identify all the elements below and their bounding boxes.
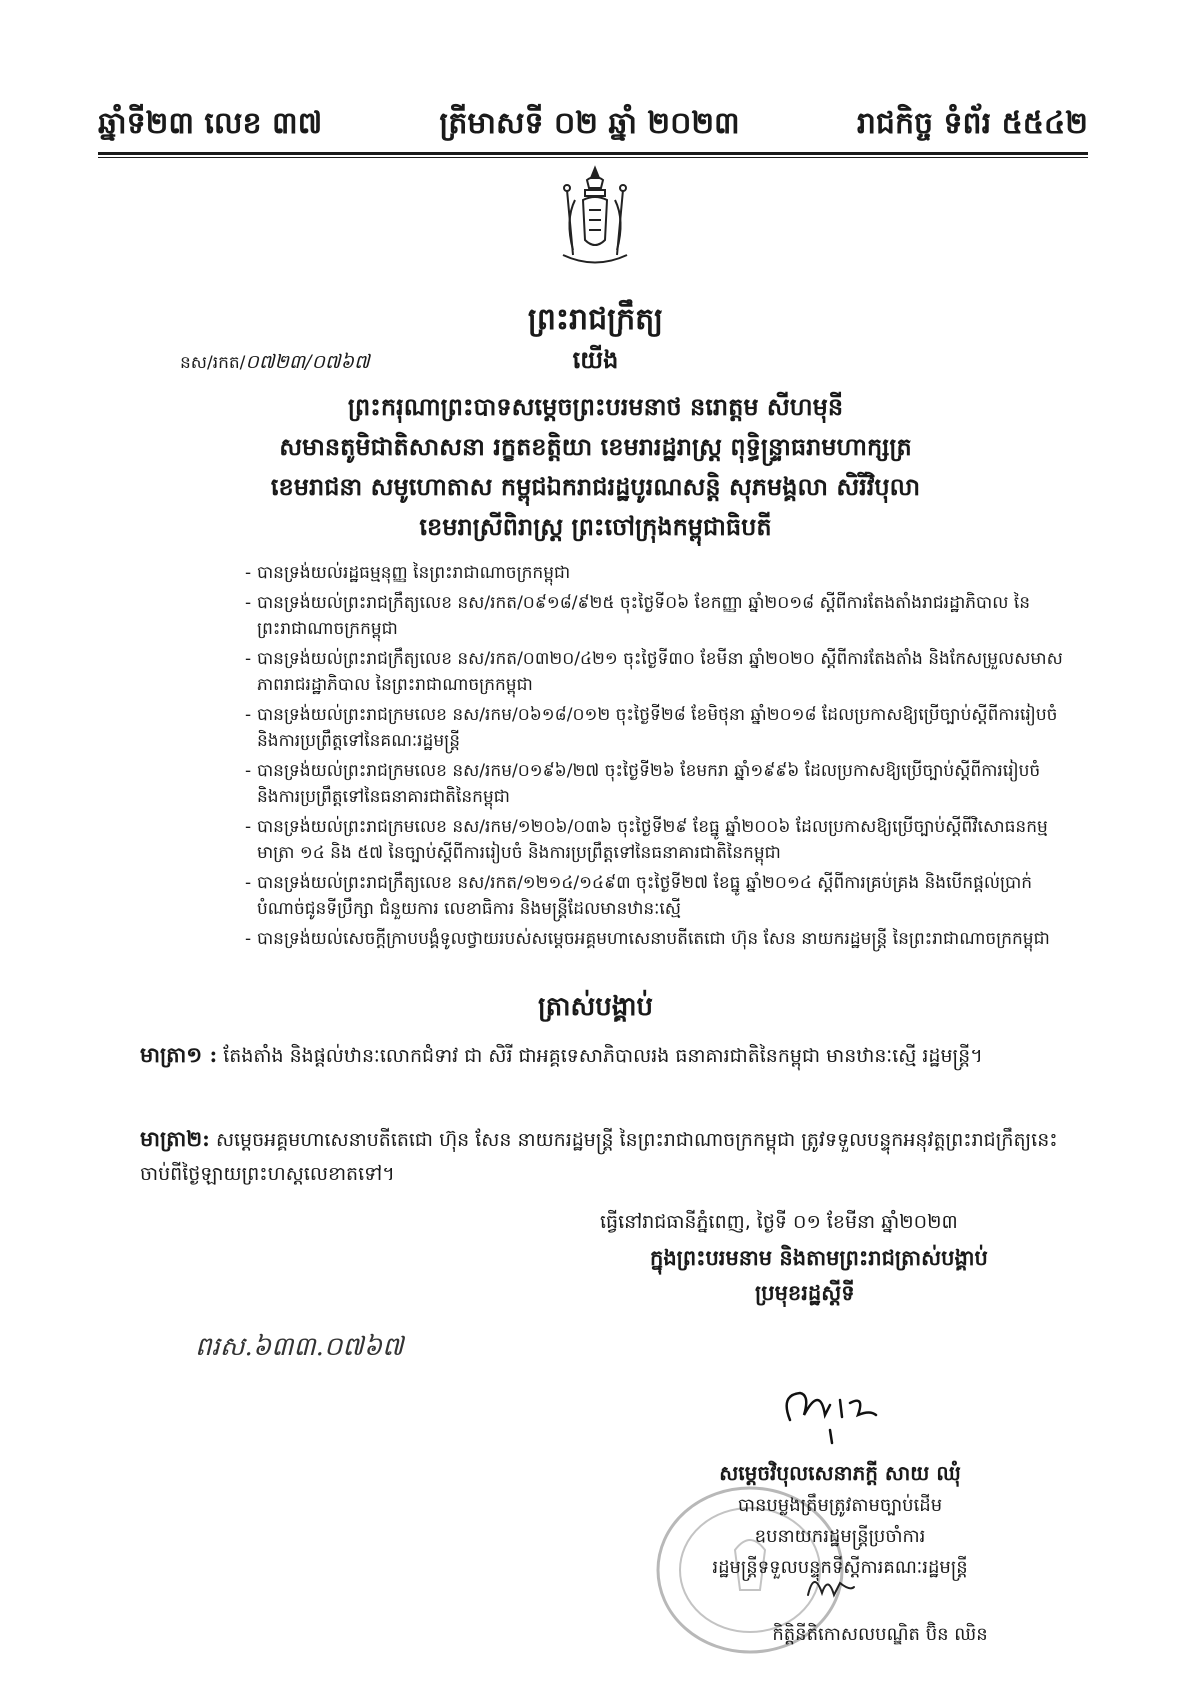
countersign-name: សម្តេចវិបុលសេនាភក្តី សាយ ឈុំ — [719, 1461, 961, 1485]
signature-icon — [800, 1565, 860, 1605]
reference-handwritten: ០៧២៣/០៧៦៧ — [245, 351, 370, 373]
king-line: ខេមរាស្រីពិរាស្ត្រ ព្រះចៅក្រុងកម្ពុជាធិបតី — [419, 512, 772, 541]
issue-number: ឆ្នាំទី២៣ លេខ ៣៧ — [98, 106, 323, 141]
on-behalf-line: ក្នុងព្រះបរមនាម និងតាមព្រះរាជត្រាស់បង្គាប់ — [650, 1245, 988, 1270]
place-date: ធ្វើនៅរាជធានីភ្នំពេញ, ថ្ងៃទី ០១ ខែមីនា ឆ្នាំ២០២៣ — [600, 1211, 958, 1233]
gazette-header — [98, 92, 1088, 148]
preamble-item: - បានទ្រង់យល់ព្រះរាជក្រឹត្យលេខ នស/រកត/១២១៤/១៤៩៣ ចុះថ្ងៃទី២៧ ខែធ្នូ ឆ្នាំ២០១៤ ស្តីពីការគ្រប់គ្រង និងបើកផ្តល់ប្រាក់បំណាច់ជូនទីប្រឹក្សា ជំនួយការ លេខាធិការ និងមន្ត្រីដែលមានឋានៈស្មើ — [245, 870, 1065, 922]
preamble-item: - បានទ្រង់យល់ព្រះរាជក្រមលេខ នស/រកម/០៦១៨/០១២ ចុះថ្ងៃទី២៨ ខែមិថុនា ឆ្នាំ២០១៨ ដែលប្រកាសឱ្យប្រើច្បាប់ស្តីពីការរៀបចំ និងការប្រព្រឹត្តទៅនៃគណៈរដ្ឋមន្ត្រី — [245, 702, 1065, 754]
quarter: ត្រីមាសទី ០២ ឆ្នាំ ២០២៣ — [439, 106, 740, 141]
preamble-item: - បានទ្រង់យល់ព្រះរាជក្រមលេខ នស/រកម/០១៩៦/២៧ ចុះថ្ងៃទី២៦ ខែមករា ឆ្នាំ១៩៩៦ ដែលប្រកាសឱ្យប្រើច្បាប់ស្តីពីការរៀបចំ និងការប្រព្រឹត្តទៅនៃធនាគារជាតិនៃកម្ពុជា — [245, 758, 1065, 810]
preamble-item: - បានទ្រង់យល់ព្រះរាជក្រឹត្យលេខ នស/រកត/០៩១៨/៩២៥ ចុះថ្ងៃទី០៦ ខែកញ្ញា ឆ្នាំ២០១៨ ស្តីពីការតែងតាំងរាជរដ្ឋាភិបាល នៃព្រះរាជាណាចក្រកម្ពុជា — [245, 590, 1065, 642]
header-rule — [98, 152, 1088, 155]
royal-arms-icon — [545, 160, 645, 270]
king-line: សមានតូមិជាតិសាសនា រក្ខតខត្តិយា ខេមរារដ្ឋរាស្ត្រ ពុទ្ធិន្ទ្រាធរាមហាក្សត្រ — [279, 432, 912, 461]
article-text: តែងតាំង និងផ្តល់ឋានៈលោកជំទាវ ជា សិរី ជាអគ្គទេសាភិបាលរង ធនាគារជាតិនៃកម្ពុជា មានឋានៈស្មើ រដ្ឋមន្ត្រី។ — [223, 1045, 983, 1067]
minister-line: រដ្ឋមន្ត្រីទទួលបន្ទុកទីស្តីការគណៈរដ្ឋមន្ត្រី — [712, 1557, 968, 1578]
preamble-item: - បានទ្រង់យល់សេចក្តីក្រាបបង្គំទូលថ្វាយរបស់សម្តេចអគ្គមហាសេនាបតីតេជោ ហ៊ុន សែន នាយករដ្ឋមន្ត្រី នៃព្រះរាជាណាចក្រកម្ពុជា — [245, 926, 1065, 952]
page-ref-prefix: រាជកិច្ច ទំព័រ — [856, 106, 992, 141]
reference-prefix: នស/រកត/ — [180, 353, 246, 373]
article-2 — [140, 1122, 1070, 1191]
header-rule-thin — [98, 157, 1088, 158]
lower-reference: ពរស.៦៣៣.០៧៦៧ — [195, 1332, 404, 1362]
article-text: សម្តេចអគ្គមហាសេនាបតីតេជោ ហ៊ុន សែន នាយករដ្ឋមន្ត្រី នៃព្រះរាជាណាចក្រកម្ពុជា ត្រូវទទួលបន្ទុកអនុវត្តព្រះរាជក្រឹត្យនេះ ចាប់ពីថ្ងៃឡាយព្រះហស្តលេខាតទៅ។ — [140, 1129, 1058, 1185]
signatory-name: កិត្តិនីតិកោសលបណ្ឌិត ប៊ិន ឈិន — [772, 1624, 988, 1645]
preamble-list — [245, 560, 1065, 956]
acting-head-title: ប្រមុខរដ្ឋស្តីទី — [755, 1280, 855, 1305]
article-label: មាត្រា១ : — [140, 1042, 218, 1067]
signature-icon — [770, 1375, 890, 1445]
preamble-item: - បានទ្រង់យល់រដ្ឋធម្មនុញ្ញ នៃព្រះរាជាណាចក្រកម្ពុជា — [245, 560, 1065, 586]
page-ref — [857, 104, 1088, 148]
preamble-item: - បានទ្រង់យល់ព្រះរាជក្រមលេខ នស/រកម/១២០៦/០៣៦ ចុះថ្ងៃទី២៩ ខែធ្នូ ឆ្នាំ២០០៦ ដែលប្រកាសឱ្យប្រើច្បាប់ស្តីពីវិសោធនកម្មមាត្រា ១៤ និង ៥៧ នៃច្បាប់ស្តីពីការរៀបចំ និងការប្រព្រឹត្តទៅនៃធនាគារជាតិនៃកម្ពុជា — [245, 814, 1065, 866]
king-line: ខេមរាជនា សមូហោតាស កម្ពុជឯករាជរដ្ឋបូរណសន្តិ សុភមង្គលា សិរីវិបុលា — [270, 472, 921, 501]
we-heading: យើង — [572, 345, 619, 374]
decree-title: ព្រះរាជក្រឹត្យ — [527, 302, 664, 337]
certified-copy-line: បានបម្លងត្រឹមត្រូវតាមច្បាប់ដើម — [737, 1495, 943, 1516]
decree-heading: ត្រាស់បង្គាប់ — [537, 992, 654, 1022]
page-number: ៥៥៤២ — [1001, 106, 1088, 141]
king-line: ព្រះករុណាព្រះបាទសម្តេចព្រះបរមនាថ នរោត្តម សីហមុនី — [347, 392, 844, 421]
deputy-pm-line: ឧបនាយករដ្ឋមន្ត្រីប្រចាំការ — [754, 1526, 926, 1547]
article-label: មាត្រា២: — [140, 1126, 210, 1151]
preamble-item: - បានទ្រង់យល់ព្រះរាជក្រឹត្យលេខ នស/រកត/០៣២០/៤២១ ចុះថ្ងៃទី៣០ ខែមីនា ឆ្នាំ២០២០ ស្តីពីការតែងតាំង និងកែសម្រួលសមាសភាពរាជរដ្ឋាភិបាល នៃព្រះរាជាណាចក្រកម្ពុជា — [245, 646, 1065, 698]
article-1 — [140, 1038, 1070, 1073]
